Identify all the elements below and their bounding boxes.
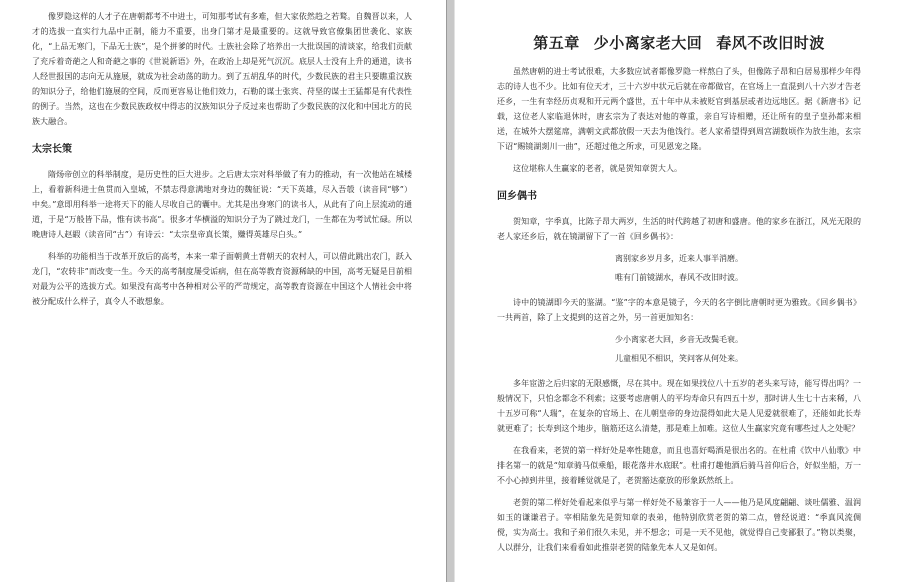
left-section-paragraph-1: 隋炀帝创立的科举制度，是历史性的巨大进步。之后唐太宗对科举做了有力的推动，有一次他站在城楼上，看着新科进士鱼贯而入皇城，不禁志得意满地对身边的魏征说：“天下英雄，尽入吾彀（读音同“够”）中矣。”意即用科举一途将天下的能人尽收自己的囊中。尤其是出身寒门的读书人，从此有了向上层流动的通道，于是“万般皆下品，惟有读书高”。很多才华横溢的知识分子为了跳过龙门，一生都在为考试忙碌。所以晚唐诗人赵嘏（读音同“古”）有诗云：“太宗皇帝真长策，赚得英雄尽白头。” (32, 170, 412, 239)
chapter-subtitle-part-1: 少小离家老大回 (593, 34, 703, 52)
left-intro-paragraph: 像罗隐这样的人才子在唐朝都考不中进士，可知那考试有多难，但大家依然趋之若鹜。自魏晋以来，人才的选拔一直实行九品中正制，能力不重要，出身门第才是最重要的。这就导致官僚集团世袭化、家族化，“上品无寒门，下品无士族”，是个拼爹的时代。士族社会除了培养出一大批误国的清谈家，给我们贡献了充斥着奇葩之人和奇葩之事的《世说新语》外，在政治上却是死气沉沉。底层人士没有上升的通道，读书人经世报国的志向无从施展，就成为社会动荡的助力。到了五胡乱华的时代，少数民族的君主只要瞧重汉族的知识分子，给他们施展的空间，反而更容易让他们效力，石勒的谋士张宾、苻坚的谋士王猛都是有代表性的例子。当然，这也在少数民族政权中得志的汉族知识分子反过来也帮助了少数民族的汉化和中国北方的民族大融合。 (32, 12, 412, 126)
right-section-paragraph-1: 贺知章，字季真，比陈子昂大两岁，生活的时代跨越了初唐和盛唐。他的家乡在浙江，风光无限的老人家还乡后，就在镜湖留下了一首《回乡偶书》： (497, 217, 861, 241)
right-page (455, 0, 899, 582)
poem-1-line-2: 唯有门前镜湖水，春风不改旧时波。 (615, 273, 743, 282)
poem-2 (497, 332, 861, 366)
right-section-paragraph-2: 诗中的镜湖即今天的鉴湖。“鉴”字的本意是镜子，今天的名字倒比唐朝时更为雅致。《回乡偶书》一共两首，除了上文提到的这首之外，另一首更加知名： (497, 298, 861, 322)
poem-1-line-1: 离别家乡岁月多，近来人事半消磨。 (615, 254, 743, 263)
left-page (0, 0, 446, 582)
chapter-subtitle-part-2: 春风不改旧时波 (716, 34, 825, 52)
right-section-paragraph-3: 多年宦游之后归家的无限感慨，尽在其中。现在如果找位八十五岁的老头来写诗，能写得出吗？一般情况下，只怕念都念不利索；这要考虑唐朝人的平均寿命只有四五十岁，那时讲人生七十古来稀，八十五岁可称“人瑞”，在复杂的官场上、在儿朝皇帝的身边混得如此大是人见爱就很难了，还能如此长寿就更难了；长寿到这个地步，脑筋还这么清楚，那是难上加难。这位人生赢家究竟有哪些过人之处呢？ (497, 379, 861, 433)
right-intro-paragraph-1: 虽然唐朝的进士考试很难，大多数应试者都像罗隐一样熬白了头，但像陈子昂和白居易那样少年得志的诗人也不少。比如有位天才，三十六岁中状元后就在帝都做官，在官场上一直混到八十六岁才告老还乡，一生有幸经历贞观和开元两个盛世，五十年中从未被贬官到基层或者边远地区。据《新唐书》记载，这位老人家临退休时，唐玄宗为了表达对他的尊重，亲自写诗相赠，还让所有的皇子皇孙都来相送，在城外大摆筵席，满朝文武都放假一天去为他饯行。老人家希望得到周宫湖数顷作为放生池，玄宗下诏“赐镜湖剡川一曲”，还超过他之所求，可见恩宠之隆。 (497, 67, 861, 151)
right-section-paragraph-5: 老贺的第二样好处看起来似乎与第一样好处不易兼容于一人——他乃是风度翩翩、谈吐儒雅、温润如玉的谦谦君子。宰相陆象先是贺知章的表弟，他特别欣赏老贺的第二点，曾经说道：“季真风流倜傥，实为高士。我和子弟们很久未见，并不想念；可是一天不见他，就觉得自己变鄙狠了。”物以类聚，人以群分，让我们来看看如此推崇老贺的陆象先本人又是如何。 (497, 498, 861, 552)
section-title-taizong: 太宗长策 (32, 144, 72, 155)
poem-2-line-2: 儿童相见不相识，笑问客从何处来。 (615, 354, 743, 363)
section-title-huixiang: 回乡偶书 (497, 191, 537, 202)
chapter-title (497, 32, 861, 54)
left-section-paragraph-2: 科举的功能相当于改革开放后的高考，本来一辈子面朝黄土背朝天的农村人，可以借此跳出农门，跃入龙门，“农转非”而改变一生。今天的高考制度屡受诟病，但在高等教育资源稀缺的中国，高考无疑是目前相对最为公平的选拔方式。如果没有高考中各种相对公平的严苛规定，高等教育资源在中国这个人情社会中将被分配成什么样子，真令人不敢想象。 (32, 252, 412, 306)
gutter-shadow-line (446, 0, 447, 582)
right-intro-paragraph-2: 这位堪称人生赢家的老者，就是贺知章贺大人。 (513, 164, 683, 173)
poem-2-line-1: 少小离家老大回，乡音无改鬓毛衰。 (615, 335, 743, 344)
page-gutter (446, 0, 455, 582)
chapter-number: 第五章 (533, 34, 580, 52)
poem-1 (497, 251, 861, 285)
right-section-paragraph-4: 在我看来，老贺的第一样好处是率性随意，而且也喜好喝酒是很出名的。在杜甫《饮中八仙歌》中排名第一的就是“知章骑马似乘船，眼花落井水底眠”。杜甫打趣他酒后骑马首仰后合，好似坐船，万一不小心掉到井里，接着睡觉就是了，老贺豁达豪放的形象跃然纸上。 (497, 446, 861, 485)
